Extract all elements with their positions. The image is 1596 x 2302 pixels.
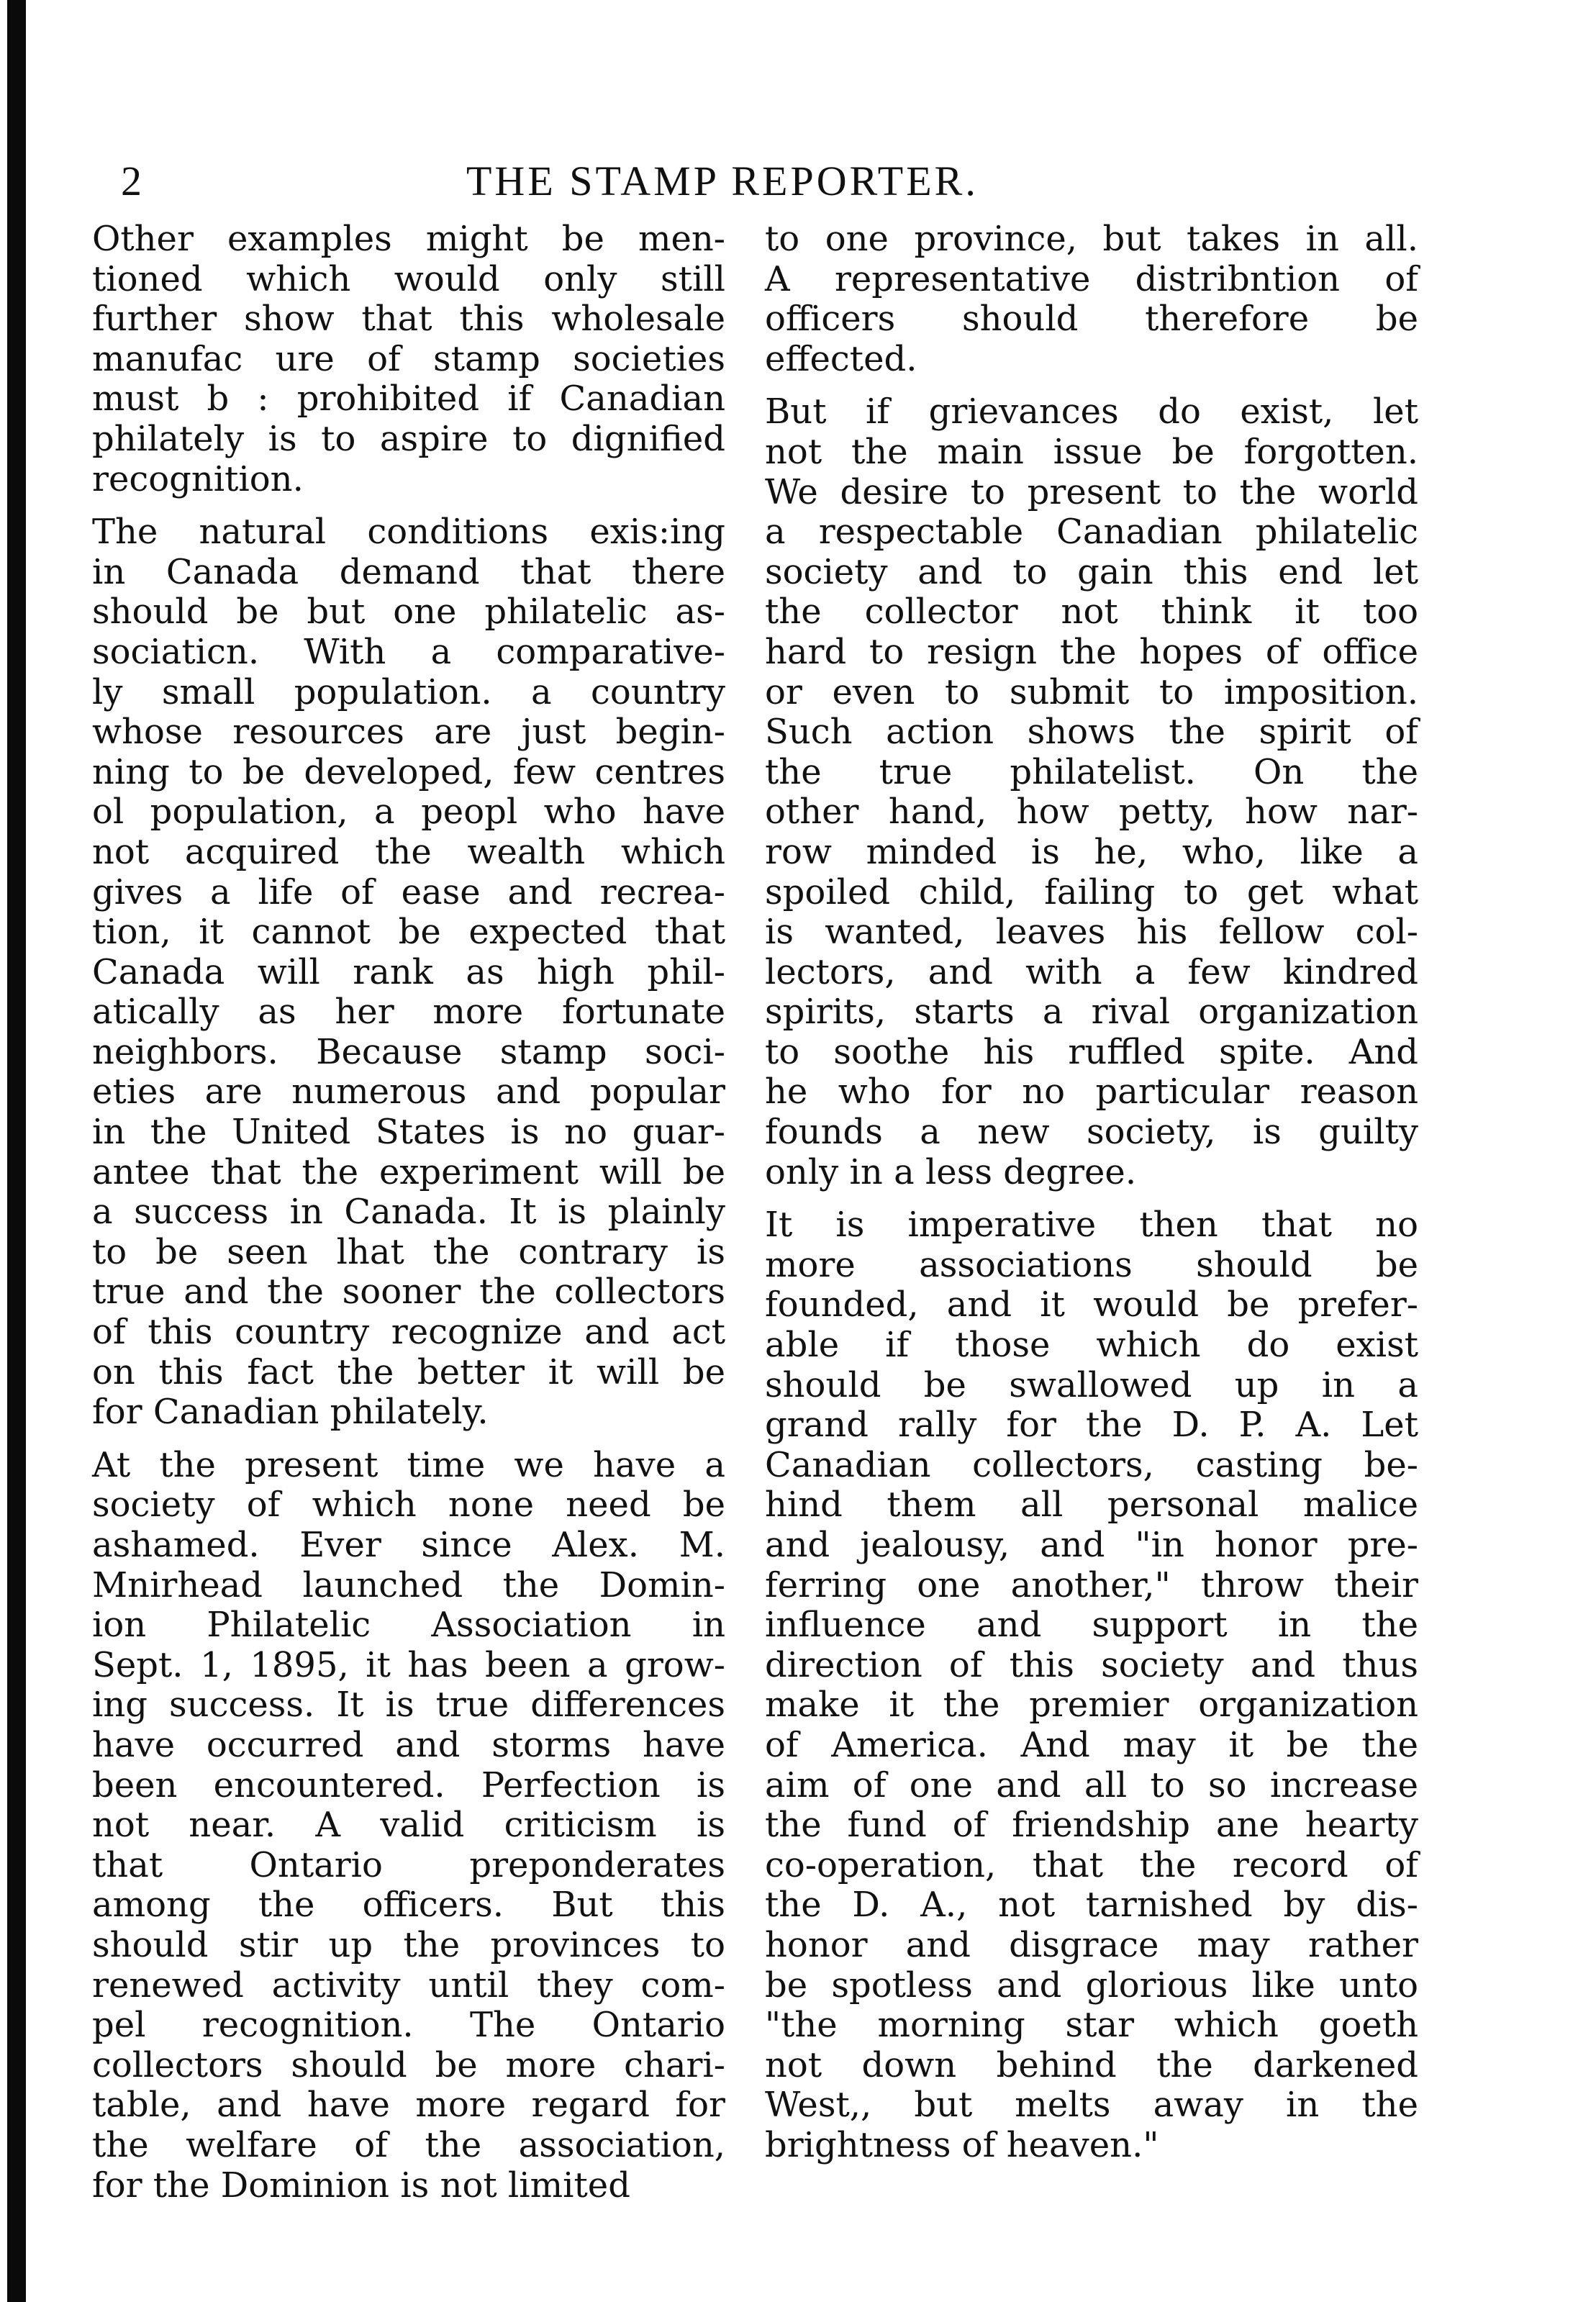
text-line: founds a new society, is guilty bbox=[765, 1112, 1418, 1153]
text-line: row minded is he, who, like a bbox=[765, 831, 1418, 872]
text-line: should be swallowed up in a bbox=[765, 1364, 1418, 1405]
text-line: "the morning star which goeth bbox=[765, 2005, 1418, 2046]
text-line: At the present time we have a bbox=[92, 1444, 725, 1485]
text-line: effected. bbox=[765, 338, 917, 379]
text-line: aim of one and all to so increase bbox=[765, 1764, 1418, 1805]
text-line: not acquired the wealth which bbox=[92, 831, 725, 872]
text-line: A representative distribntion of bbox=[765, 258, 1418, 299]
text-line: honor and disgrace may rather bbox=[765, 1924, 1418, 1965]
text-line: ion Philatelic Association in bbox=[92, 1605, 725, 1646]
text-line: not near. A valid criticism is bbox=[92, 1805, 725, 1846]
text-line: spoiled child, failing to get what bbox=[765, 871, 1418, 912]
text-line: Canada will rank as high phil- bbox=[92, 951, 725, 992]
text-line: to soothe his ruffled spite. And bbox=[765, 1031, 1418, 1072]
binding-edge bbox=[7, 0, 26, 2302]
text-line: whose resources are just begin- bbox=[92, 712, 725, 753]
text-line: grand rally for the D. P. A. Let bbox=[765, 1405, 1418, 1446]
text-line: of America. And may it be the bbox=[765, 1724, 1418, 1765]
text-line: for the Dominion is not limited bbox=[92, 2165, 630, 2206]
text-line: more associations should be bbox=[765, 1244, 1418, 1285]
text-line: in Canada demand that there bbox=[92, 551, 725, 592]
running-header bbox=[92, 151, 1420, 216]
text-line: Sept. 1, 1895, it has been a grow- bbox=[92, 1644, 725, 1685]
text-line: to one province, but takes in all. bbox=[765, 219, 1418, 259]
text-line: tion, it cannot be expected that bbox=[92, 912, 725, 953]
text-line: collectors should be more chari- bbox=[92, 2044, 725, 2085]
paragraph bbox=[765, 219, 1418, 379]
text-line: only in a less degree. bbox=[765, 1151, 1137, 1192]
text-line: not the main issue be forgotten. bbox=[765, 431, 1418, 472]
journal-title: THE STAMP REPORTER. bbox=[466, 158, 979, 204]
text-line: The natural conditions exis:ing bbox=[92, 512, 725, 553]
text-line: ol population, a peopl who have bbox=[92, 792, 725, 833]
text-line: a success in Canada. It is plainly bbox=[92, 1192, 725, 1233]
text-line: other hand, how petty, how nar- bbox=[765, 792, 1418, 833]
right-column bbox=[765, 219, 1418, 2179]
text-line: the D. A., not tarnished by dis- bbox=[765, 1885, 1418, 1926]
text-line: for Canadian philately. bbox=[92, 1392, 489, 1433]
text-line: is wanted, leaves his fellow col- bbox=[765, 912, 1418, 953]
text-line: ing success. It is true differences bbox=[92, 1685, 725, 1726]
text-line: ning to be developed, few centres bbox=[92, 751, 725, 792]
text-line: Mnirhead launched the Domin- bbox=[92, 1564, 725, 1605]
text-line: table, and have more regard for bbox=[92, 2085, 725, 2126]
text-line: direction of this society and thus bbox=[765, 1644, 1418, 1685]
text-line: and jealousy, and "in honor pre- bbox=[765, 1525, 1418, 1565]
text-line: he who for no particular reason bbox=[765, 1071, 1418, 1113]
text-line: a respectable Canadian philatelic bbox=[765, 512, 1418, 553]
text-line: antee that the experiment will be bbox=[92, 1151, 725, 1192]
text-line: or even to submit to imposition. bbox=[765, 671, 1418, 712]
text-line: the collector not think it too bbox=[765, 592, 1418, 633]
text-line: society and to gain this end let bbox=[765, 551, 1418, 592]
text-line: among the officers. But this bbox=[92, 1885, 725, 1926]
text-line: the welfare of the association, bbox=[92, 2124, 725, 2165]
text-line: hind them all personal malice bbox=[765, 1485, 1418, 1526]
text-line: be spotless and glorious like unto bbox=[765, 1965, 1418, 2006]
text-line: renewed activity until they com- bbox=[92, 1965, 725, 2006]
text-line: influence and support in the bbox=[765, 1605, 1418, 1646]
text-line: been encountered. Perfection is bbox=[92, 1764, 725, 1805]
page bbox=[92, 151, 1420, 2206]
text-line: able if those which do exist bbox=[765, 1325, 1418, 1366]
text-line: in the United States is no guar- bbox=[92, 1112, 725, 1153]
text-line: But if grievances do exist, let bbox=[765, 391, 1418, 432]
text-line: must b : prohibited if Canadian bbox=[92, 379, 725, 420]
text-line: spirits, starts a rival organization bbox=[765, 992, 1418, 1033]
left-column bbox=[92, 219, 725, 2219]
text-line: Such action shows the spirit of bbox=[765, 712, 1418, 753]
text-line: to be seen lhat the contrary is bbox=[92, 1231, 725, 1272]
text-line: neighbors. Because stamp soci- bbox=[92, 1031, 725, 1072]
text-line: gives a life of ease and recrea- bbox=[92, 871, 725, 912]
text-line: the fund of friendship ane hearty bbox=[765, 1805, 1418, 1846]
text-line: hard to resign the hopes of office bbox=[765, 631, 1418, 672]
text-line: tioned which would only still bbox=[92, 258, 725, 299]
text-line: officers should therefore be bbox=[765, 299, 1418, 340]
text-line: should stir up the provinces to bbox=[92, 1924, 725, 1965]
paragraph bbox=[92, 512, 725, 1433]
text-line: manufac ure of stamp societies bbox=[92, 338, 725, 379]
text-line: West,, but melts away in the bbox=[765, 2085, 1418, 2126]
text-line: should be but one philatelic as- bbox=[92, 592, 725, 633]
paragraph bbox=[765, 392, 1418, 1192]
text-line: philately is to aspire to dignified bbox=[92, 418, 725, 459]
text-line: of this country recognize and act bbox=[92, 1312, 725, 1353]
text-line: ferring one another," throw their bbox=[765, 1564, 1418, 1605]
text-line: Canadian collectors, casting be- bbox=[765, 1444, 1418, 1485]
text-line: We desire to present to the world bbox=[765, 471, 1418, 512]
text-line: atically as her more fortunate bbox=[92, 992, 725, 1033]
text-line: pel recognition. The Ontario bbox=[92, 2005, 725, 2046]
text-line: that Ontario preponderates bbox=[92, 1844, 725, 1885]
text-line: ly small population. a country bbox=[92, 671, 725, 712]
text-line: on this fact the better it will be bbox=[92, 1351, 725, 1392]
paragraph bbox=[765, 1205, 1418, 2165]
text-line: Other examples might be men- bbox=[92, 219, 725, 259]
text-line: further show that this wholesale bbox=[92, 299, 725, 340]
text-line: true and the sooner the collectors bbox=[92, 1272, 725, 1313]
text-line: not down behind the darkened bbox=[765, 2044, 1418, 2085]
text-line: make it the premier organization bbox=[765, 1685, 1418, 1726]
text-line: brightness of heaven." bbox=[765, 2124, 1159, 2165]
paragraph bbox=[92, 219, 725, 499]
paragraph bbox=[92, 1446, 725, 2206]
text-line: co-operation, that the record of bbox=[765, 1844, 1418, 1885]
text-line: sociaticn. With a comparative- bbox=[92, 631, 725, 672]
text-line: have occurred and storms have bbox=[92, 1724, 725, 1765]
page-number: 2 bbox=[121, 158, 142, 204]
text-line: the true philatelist. On the bbox=[765, 751, 1418, 792]
text-line: It is imperative then that no bbox=[765, 1205, 1418, 1246]
text-line: society of which none need be bbox=[92, 1485, 725, 1526]
text-line: founded, and it would be prefer- bbox=[765, 1284, 1418, 1326]
text-line: ashamed. Ever since Alex. M. bbox=[92, 1525, 725, 1565]
text-line: eties are numerous and popular bbox=[92, 1071, 725, 1113]
text-line: recognition. bbox=[92, 458, 304, 499]
text-line: lectors, and with a few kindred bbox=[765, 951, 1418, 992]
